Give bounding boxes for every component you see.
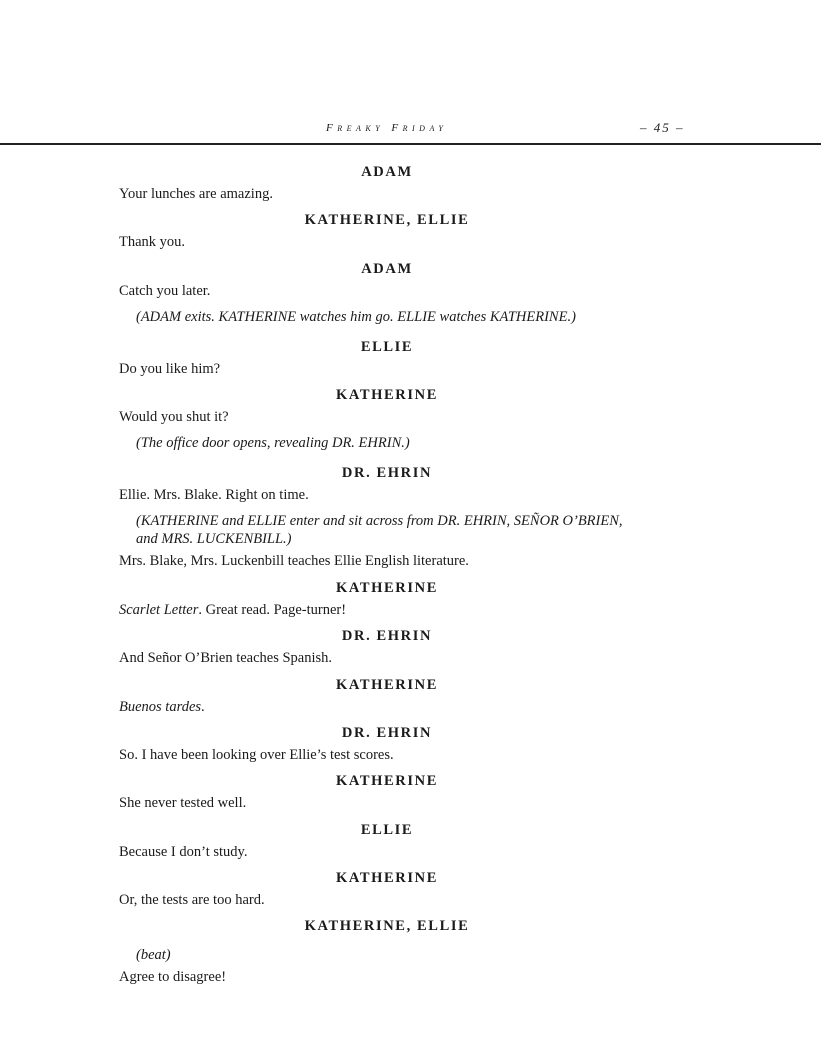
dialogue-line: Or, the tests are too hard. <box>119 892 265 908</box>
character-cue: KATHERINE <box>336 870 438 886</box>
character-cue: KATHERINE <box>336 387 438 403</box>
dialogue-line: Would you shut it? <box>119 409 229 425</box>
stage-direction: (beat) <box>136 947 171 963</box>
page-number: – 45 – <box>640 120 685 135</box>
dialogue-line: Ellie. Mrs. Blake. Right on time. <box>119 487 309 503</box>
character-cue: ELLIE <box>360 822 414 838</box>
character-cue: KATHERINE <box>336 580 438 596</box>
stage-direction: (KATHERINE and ELLIE enter and sit across from DR. EHRIN, SEÑOR O’BRIEN, <box>136 513 623 529</box>
dialogue-line: Your lunches are amazing. <box>119 186 273 202</box>
dialogue-line <box>119 699 205 716</box>
character-cue: DR. EHRIN <box>341 725 433 741</box>
line-text: . Great read. Page-turner! <box>198 602 347 618</box>
dialogue-line: So. I have been looking over Ellie’s test scores. <box>119 747 394 763</box>
dialogue-line: Do you like him? <box>119 361 221 377</box>
running-title: Freaky Friday <box>326 122 448 134</box>
character-cue: ADAM <box>361 261 413 277</box>
character-cue: ELLIE <box>360 339 414 355</box>
header-rule <box>0 143 821 145</box>
stage-direction: (The office door opens, revealing DR. EHRIN.) <box>136 435 410 451</box>
dialogue-line: And Señor O’Brien teaches Spanish. <box>119 650 333 666</box>
dialogue-line: Catch you later. <box>119 283 211 299</box>
stage-direction: (ADAM exits. KATHERINE watches him go. ELLIE watches KATHERINE.) <box>136 309 576 325</box>
dialogue-line: She never tested well. <box>119 795 247 811</box>
dialogue-line: Agree to disagree! <box>119 969 227 985</box>
dialogue-line: Thank you. <box>119 234 186 250</box>
dialogue-line <box>119 602 346 619</box>
dialogue-line: Mrs. Blake, Mrs. Luckenbill teaches Ellie English literature. <box>119 553 469 569</box>
character-cue: KATHERINE <box>336 677 438 693</box>
line-text: . <box>201 699 205 715</box>
running-header <box>0 118 821 144</box>
character-cue: DR. EHRIN <box>341 465 433 481</box>
italic-title: Buenos tardes <box>119 699 202 715</box>
character-cue: KATHERINE, ELLIE <box>304 212 470 228</box>
character-cue: KATHERINE, ELLIE <box>304 918 470 934</box>
dialogue-line: Because I don’t study. <box>119 844 248 860</box>
character-cue: DR. EHRIN <box>341 628 433 644</box>
character-cue: KATHERINE <box>336 773 438 789</box>
italic-title: Scarlet Letter <box>119 602 199 618</box>
character-cue: ADAM <box>361 164 413 180</box>
stage-direction: and MRS. LUCKENBILL.) <box>136 531 292 547</box>
